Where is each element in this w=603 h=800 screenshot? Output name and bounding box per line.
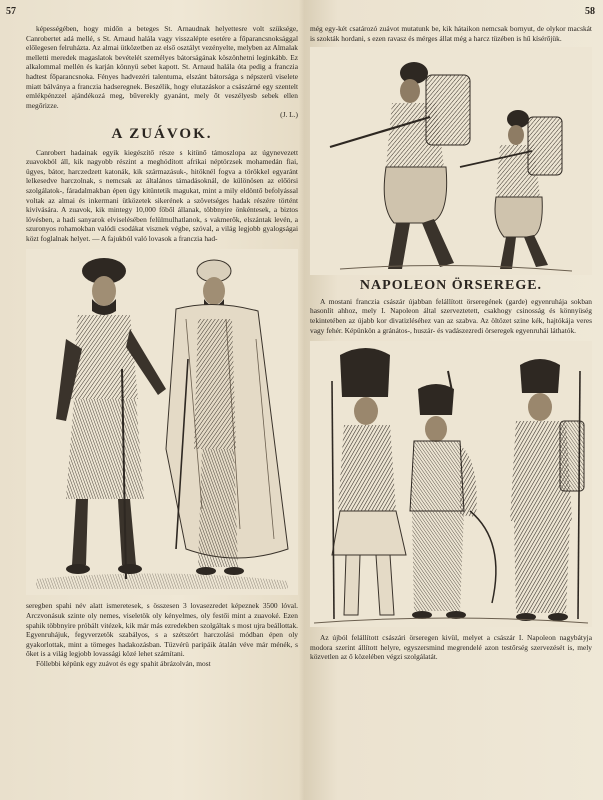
page-number-left: 57: [6, 6, 16, 17]
skirmishing-zouaves-engraving: [310, 47, 592, 275]
imperial-guard-paragraph-1: A mostani franczia császár újabban felállított örseregének (garde) egyenruhája sokban hasonlít ahhoz, mely I. Napoleon által szerveztetett, csakhogy csinosság és könnyüség tekintetében az újabb kor divatizléséhez van az szabva. Az öltözet szine kék, hajtókája veres vagy fehér. Képünkön a gránátos-, huszár- és vadászezredi örseregek egyenruhái láthatók.: [310, 296, 592, 335]
imperial-guard-paragraph-2: Az újból felállított császári örseregen kivül, melyet a császár I. Napoleon nagybátyja modora szerint állított helyre, egyszersmind megrendelé azon testőrség szervezését is, mely közvetlen az ő közelében végzi szolgálatát.: [310, 633, 592, 662]
zouaves-paragraph-1: Canrobert hadainak egyik kiegészítő része s kitünő támoszlopa az úgynevezett zuavokból áll, kik nagyobb részint a meghódított afrikai néptörzsek mohamedán fiai, ügyes, bátor, harczedzett katonák, kik származásuk-, hitöknél fogva a törökkel egyaránt lelkesedve harczolnak, s nemcsak az általános támadásoknál, de különösen az előörsi szolgálatok-, fáradalmakban épen úgy kitüntetik magukat, mint a mily eldöntő befolyással voltak az almai és inkermani ütközetek sikerének a szövetséges hadak részére történt kivívására. A zuavok, kik mintegy 10,000 főből állanak, többnyire önkéntesek, a biztos lövésben, a hadi sanyarok elviselésében felülmulhatlanok, s vakmerők, elszántak levén, a szuronyos rohamokban valódi csodákat visznek végbe, szóval, a világ legjobb gyalogságai közt foglalnak helyet. — A fajukból való lovasok a franczia had-: [26, 147, 298, 243]
imperial-guard-uniforms-engraving: [310, 341, 592, 627]
imperial-guard-heading: NAPOLEON ÖRSEREGE.: [359, 278, 543, 294]
zouaves-paragraph-2: seregben spahi név alatt ismeretesek, s összesen 3 lovasezredet képeznek 3500 lóval. Arczvonásuk szinte oly nemes, viseletök oly kényelmes, oly festői mint a zuavoké. Ezen spahik többnyire próbált vitézek, kik már más ezredekben szolgáltak s most ujra beállottak. Egyenruhájuk, fegyverzetök szabályos, s a szétszórt harczolási módban épen oly gyakorlottak, mint a tömeges hadakozásban. Tüzvérü paripáik átalán véve már ménék, s őket is a világ legjobb lovassági közé lehet számítani.: [26, 601, 298, 659]
intro-paragraph: képességében, hogy midőn a beteges St. Arnaudnak helyettesre volt szüksége, Canrobertet adá mellé, s St. Arnaud halála vagy visszalépte esetére a főparancsnoksággal előlegesen felruházta. Az almai ütközetben az első osztályt vezényelte, melyben az Almalak melletti meredek magaslatok bevételét személyes bátorságának köszönhetni leginkább. Ez alkalommal mellén és karján könnyü sebet kapott. St. Arnaud halála óta pedig a franczia hadtest főparancsnoka. Fényes hadvezéri talentuma, elszánt bátorsága s népszerü viselete miatt bálványa a franczia hadseregnek. Beszélik, hogy elutazáskor a császárné egy szentelt emlékpénzzel ajándékozá meg, bűverekly gyanánt, mely őt veszélyesb sebek ellen megőrizze.: [26, 24, 298, 110]
zouave-and-spahi-engraving: [26, 249, 298, 595]
right-column: [310, 24, 592, 662]
zouaves-paragraph-3: Föllebbi képünk egy zuávot és egy spahit ábrázolván, most: [36, 659, 211, 669]
page-number-right: 58: [585, 6, 595, 17]
author-signature: (J. L.): [280, 110, 298, 120]
left-column: [26, 24, 298, 669]
zouaves-continuation: még egy-két csatározó zuávot mutatunk be, kik hátaikon nemcsak bornyut, de olykor macskát is szokták hordani, s ezen ravasz és mérges állat még a harcz tüzében is hű kísérőjük.: [310, 24, 592, 43]
zouaves-heading: A ZUÁVOK.: [111, 125, 213, 142]
